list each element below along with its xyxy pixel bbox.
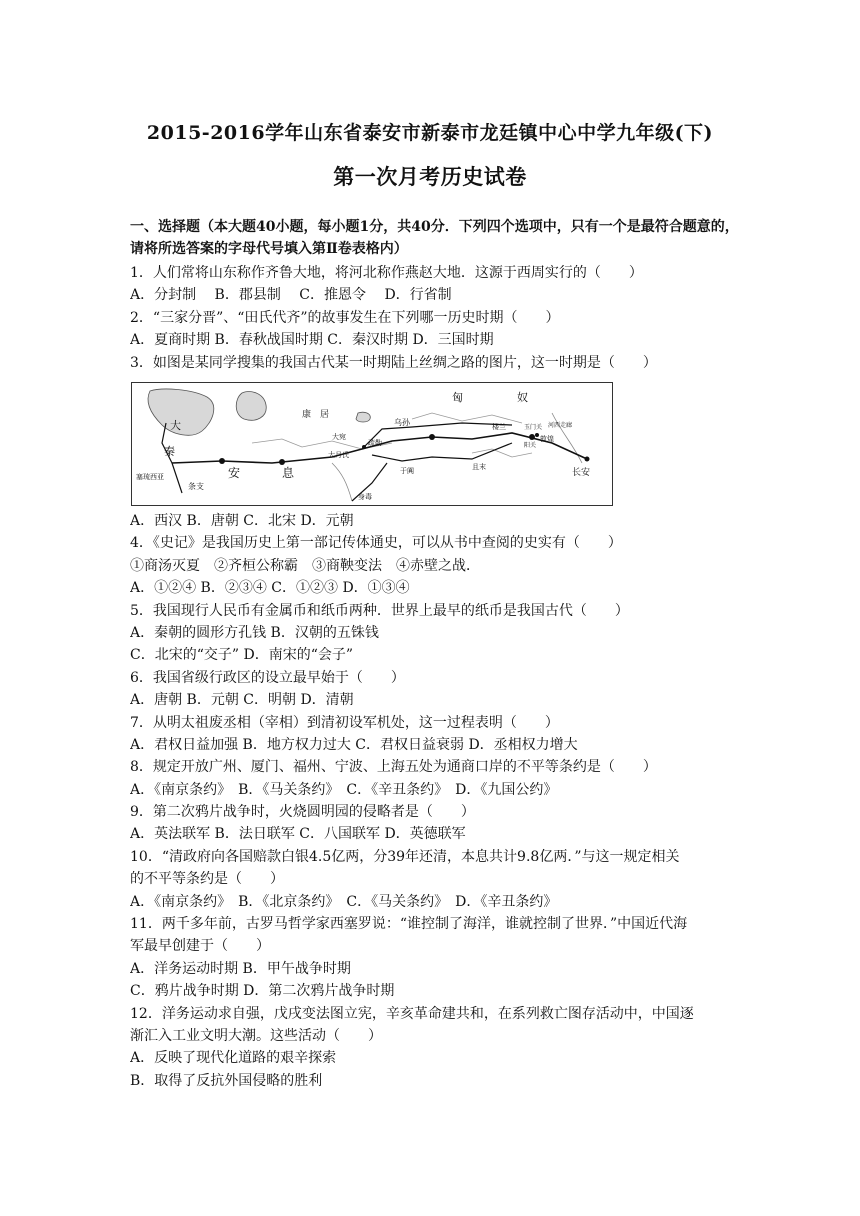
map-label-yumenguan: 玉门关 [524,424,543,431]
question-line: 9．第二次鸦片战争时，火烧圆明园的侵略者是（ ） [130,804,475,821]
map-label-qiemo: 且末 [472,463,486,471]
question-line: 10．“清政府向各国赔款白银4.5亿两，分39年还清，本息共计9.8亿两．”与这一规定相关 [130,848,680,865]
options-line: B．取得了反抗外国侵略的胜利 [130,1072,323,1089]
caravan-marker [219,458,225,464]
terrain-lines [252,413,532,457]
silk-road-map-figure [132,383,612,505]
map-label-dunhuang: 敦煌 [540,435,554,443]
map-label-daruozhi: 大月氏 [328,451,349,459]
options-line: A．分封制 B．郡县制 C．推恩令 D．行省制 [130,287,452,304]
map-label-anxi-2: 息 [282,466,295,480]
questions-block-a [130,262,742,374]
map-label-daqin-2: 秦 [164,445,175,458]
options-line: C．鸦片战争时期 D．第二次鸦片战争时期 [130,983,395,1000]
question-line: 7．从明太祖废丞相（宰相）到清初设军机处，这一过程表明（ ） [130,714,559,731]
question-line: 5．我国现行人民币有金属币和纸币两种．世界上最早的纸币是我国古代（ ） [130,602,629,619]
city-dot-changan [585,457,590,462]
map-label-saileucia: 塞琉西亚 [136,473,164,481]
map-label-anxi-1: 安 [228,466,241,480]
exam-title-line2: 第一次月考历史试卷 [333,164,527,189]
caravan-marker [529,434,535,440]
section-header: 一、选择题（本大题40小题，每小题1分，共40分．下列四个选项中，只有一个是最符合题意的，请将所选答案的字母代号填入第Ⅱ卷表格内） [130,219,739,257]
map-label-daqin-1: 大 [170,419,181,432]
statement-line: ①商汤灭夏 ②齐桓公称霸 ③商鞅变法 ④赤壁之战． [130,557,480,574]
map-label-wusun: 乌孙 [394,418,410,427]
silk-route-south [372,443,512,461]
options-line: A．西汉 B．唐朝 C．北宋 D．元朝 [130,513,354,529]
map-label-xiongnu-2: 奴 [517,391,528,404]
exam-title-line1: 2015-2016学年山东省泰安市新泰市龙廷镇中心中学九年级(下) [146,122,714,144]
map-label-xiongnu-1: 匈 [452,391,463,404]
question-line: 军最早创建于（ ） [130,938,270,955]
city-dot-shule [362,445,366,449]
question-line: 11．两千多年前，古罗马哲学家西塞罗说：“谁控制了海洋，谁就控制了世界．”中国近代海 [130,916,688,933]
question-line: 4．《史记》是我国历史上第一部记传体通史，可以从书中查阅的史实有（ ） [130,535,622,552]
map-label-yutian: 于阗 [400,467,414,475]
question-line: 8．规定开放广州、厦门、福州、宁波、上海五处为通商口岸的不平等条约是（ ） [130,759,657,776]
question-line: 6．我国省级行政区的设立最早始于（ ） [130,669,405,686]
map-label-kangju: 康 居 [302,410,330,420]
caravan-marker [279,459,285,465]
silk-road-map [131,382,613,506]
options-line: C．北宋的“交子” D．南宋的“会子” [130,647,354,664]
options-line: A．英法联军 B．法日联军 C．八国联军 D．英德联军 [130,826,466,843]
map-label-hexi: 河西走廊 [548,422,573,429]
river-lines [332,413,582,501]
map-label-dawan: 大宛 [332,433,346,441]
question-line: 3．如图是某同学搜集的我国古代某一时期陆上丝绸之路的图片，这一时期是（ ） [130,354,657,371]
map-label-yangguan: 阳关 [524,442,537,449]
caravan-marker [429,434,435,440]
questions-block-b [130,510,742,1092]
options-line: A．《南京条约》 B．《北京条约》 C．《马关条约》 D．《辛丑条约》 [130,893,558,910]
question-line: 渐汇入工业文明大潮。这些活动（ ） [130,1027,382,1044]
question-line: 1．人们常将山东称作齐鲁大地，将河北称作燕赵大地．这源于西周实行的（ ） [130,265,643,281]
aral-sea-shape [236,392,266,421]
map-label-shule: 疏勒 [368,439,382,447]
question-line: 2．“三家分晋”、“田氏代齐”的故事发生在下列哪一历史时期（ ） [130,309,560,326]
map-label-changan: 长安 [572,468,591,478]
options-line: A．《南京条约》 B．《马关条约》 C．《辛丑条约》 D．《九国公约》 [130,781,558,798]
options-line: A．夏商时期 B．春秋战国时期 C．秦汉时期 D．三国时期 [130,332,494,349]
map-label-shendu: 身毒 [358,493,372,501]
options-line: A．唐朝 B．元朝 C．明朝 D．清朝 [130,692,354,709]
options-line: A．①②④ B．②③④ C．①②③ D．①③④ [130,580,410,597]
options-line: A．反映了现代化道路的艰辛探索 [130,1050,337,1067]
options-line: A．洋务运动时期 B．甲午战争时期 [130,960,351,977]
question-line: 的不平等条约是（ ） [130,871,284,888]
options-line: A．君权日益加强 B．地方权力过大 C．君权日益衰弱 D．丞相权力增大 [130,736,578,753]
map-label-loulan: 楼兰 [492,423,506,431]
city-dot-dunhuang [535,433,539,437]
options-line: A．秦朝的圆形方孔钱 B．汉朝的五铢钱 [130,624,379,641]
map-label-tiaozhi: 条支 [188,482,204,491]
lake-shape [356,412,370,422]
question-line: 12．洋务运动求自强，戊戌变法图立宪，辛亥革命建共和，在系列救亡图存活动中，中国逐 [130,1005,694,1022]
